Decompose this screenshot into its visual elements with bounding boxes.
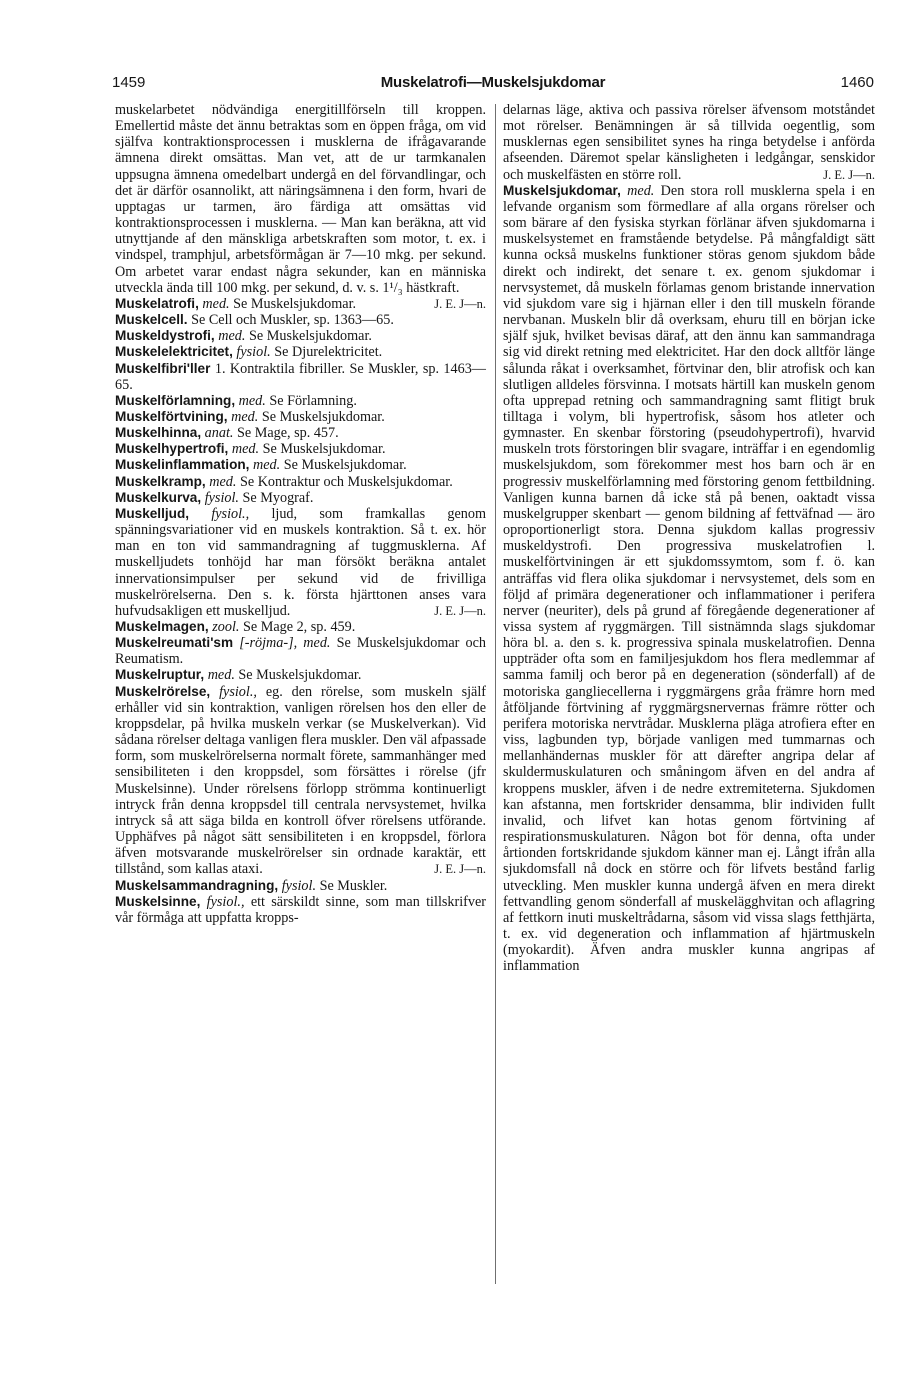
entry-muskelkurva [115,490,486,506]
entry-text: Se Muskelsjukdomar. [262,441,386,458]
entry-headword: Muskelförlamning, [115,392,236,408]
entry-muskelreumatism [115,635,486,667]
entry-headword: Muskelkurva, [115,489,202,505]
entry-label: zool. [212,619,240,635]
entry-label: med. [231,408,259,425]
entry-text: Se Förlamning. [269,392,357,409]
entry-text: Se Cell och Muskler, sp. 1363—65. [191,312,394,329]
entry-muskelhypertrofi [115,441,486,457]
entry-muskelljud [115,506,486,619]
entry-headword: Muskelelektricitet, [115,344,233,360]
entry-text: Se Muskelsjukdomar. [283,457,407,474]
entry-text: Se Myograf. [242,489,314,506]
entry-label: med. [209,473,237,490]
entry-text: ett särskildt sinne, som man tillskrifver vår förmåga att uppfatta kropps- [115,893,487,926]
continuation-paragraph: muskelarbetet nödvändiga energitillförseln till kroppen. Emellertid måste det ännu betraktas som en öppen fråga, om vid själfva kontraktionsprocessen i musklerna de ifrågavarande ämnena direkt omsättas. Man vet, att de ur tarmkanalen uppsugna ämnena omedelbart undergå en del förvandlingar, och det är därför osannolikt, att näringsämnena i den form, hvari de upptagas ur tarmen, äro färdiga att omsättas vid kontraktionsprocessen i musklerna. — Man kan beräkna, att vid utnyttjande af den mänskliga arbetskraften som motor, t. ex. i vindspel, tramphjul, arbetsförmågan är 7—10 mkg. per sekund. Om arbetet varar endast några sekunder, kan en människa utveckla ända till 100 mkg. per sekund, d. v. s. 1¹/₃ hästkraft. J. E. J—n. [115,102,486,311]
entry-label: [-röjma-], med. [239,635,331,652]
entry-headword: Muskelcell. [115,312,188,328]
entry-headword: Muskelinflammation, [115,457,250,473]
entry-muskelmagen [115,619,486,635]
signature: J. E. J—n. [823,167,875,182]
entry-text: Se Muskelsjukdomar och Reumatism. [115,635,487,668]
entry-label: fysiol., [211,505,250,522]
entry-text: Se Muskler. [319,877,388,894]
entry-muskelcell [115,312,486,328]
entry-muskelruptur [115,667,486,683]
signature: J. E. J—n. [434,862,486,877]
continuation-paragraph: delarnas läge, aktiva och passiva rörelser äfvensom motståndet mot rörelser. Benämningen är så tillvida oegentlig, som musklernas egen sensibilitet synes ha ringa betydelse i anförda afseenden. Däremot spelar känsligheten i ledgångar, senskidor och muskelfästen en större roll. J. E. J—n. [503,102,875,183]
entry-label: fysiol., [219,683,257,700]
entry-headword: Muskelruptur, [115,667,205,683]
entry-headword: Muskeldystrofi, [115,328,215,344]
entry-muskelsammandragning [115,878,486,894]
entry-label: med. [218,328,246,345]
entry-headword: Muskelrörelse, [115,683,211,699]
entry-text: Se Muskelsjukdomar. [233,295,357,312]
entry-label: fysiol. [204,489,239,506]
entry-text: Se Djurelektricitet. [274,344,383,361]
entry-label: med. [231,441,260,458]
entry-muskeldystrofi [115,328,486,344]
entry-headword: Muskelhypertrofi, [115,441,229,457]
entry-label: med. [238,392,266,409]
entry-text: Se Muskelsjukdomar. [249,328,372,345]
signature: J. E. J—n. [434,296,486,311]
entry-muskelrorelse [115,684,486,878]
entry-muskelforlamning [115,393,486,409]
entry-text: Se Mage, sp. 457. [236,425,339,442]
entry-label: med. [627,182,655,199]
entry-headword: Muskelreumati'sm [115,635,234,651]
column-divider [495,104,496,1284]
entry-headword: Muskelförtvining, [115,408,228,424]
entry-headword: Muskelsammandragning, [115,877,279,893]
entry-headword: Muskelljud, [115,505,190,521]
entry-label: med. [207,667,235,684]
entry-label: fysiol., [206,893,245,910]
entry-headword: Muskelsinne, [115,893,201,909]
entry-muskelelektricitet [115,344,486,360]
entry-headword: Muskelmagen, [115,619,209,634]
entry-muskelkramp [115,474,486,490]
entry-muskelfibriller [115,361,486,393]
entry-text: Se Muskelsjukdomar. [261,408,385,425]
entry-muskelsinne [115,894,486,926]
entry-text: ljud, som framkallas genom spänningsvariationer vid en muskels kontraktion. Så t. ex. hör man en ton vid sammandragning af tuggmusklerna. Af muskelljudets tonhöjd har man försökt beräkna antalet innervationsimpulser per sekund vid de frivilliga muskelrörelserna. Den s. k. första hjärttonen anses vara hufvudsakligen ett muskelljud. [115,505,487,619]
running-title: Muskelatrofi—Muskelsjukdomar [380,74,606,91]
entry-text: 1. Kontraktila fibriller. Se Muskler, sp. 1463—65. [115,360,486,393]
left-column [115,102,486,926]
page-number-left: 1459 [112,74,146,91]
entry-headword: Muskelatrofi, [115,295,199,311]
entry-label: anat. [204,425,234,442]
entry-muskelfortvining [115,409,486,425]
entry-muskelinflammation [115,457,486,473]
entry-muskelsjukdomar [503,183,875,975]
entry-text: eg. den rörelse, som muskeln själf erhåller vid sin kontraktion, vanligen rörelsen hos den eller de kroppsdelar, på hvilka muskeln verkar (se Muskelverkan). Vid sådana rörelser deltaga vanligen flera muskler. Den väl afpassade form, som muskelrörelserna normalt förete, sammanhänger med sensibiliteten i den kroppsdel, som försättes i rörelse (jfr Muskelsinne). Under rörelsens förlopp strömma kontinuerligt intryck från denna kroppsdel till centrala nervsystemet, hvilka intryck så att säga bilda en kontroll öfver rörelsens utförande. Upphäfves på något sätt sensibiliteten i en kroppsdel, förlora äfven motsvarande muskelrörelser sin ordnade karaktär, ett tillstånd, som kallas ataxi. [115,683,486,878]
entry-text: Se Muskelsjukdomar. [238,667,362,684]
entry-headword: Muskelhinna, [115,425,202,441]
entry-text: Se Mage 2, sp. 459. [242,619,356,635]
entry-headword: Muskelsjukdomar, [503,182,621,198]
entry-headword: Muskelkramp, [115,473,206,489]
entry-muskelatrofi [115,296,486,312]
page-header [112,74,874,96]
entry-label: fysiol. [281,877,317,894]
entry-muskelhinna [115,425,486,441]
entry-text: Se Kontraktur och Muskelsjukdomar. [239,473,453,490]
entry-headword: Muskelfibri'ller [115,360,211,376]
entry-label: med. [253,457,281,474]
right-column [503,102,875,974]
entry-text: Den stora roll musklerna spela i en lefvande organism som förmedlare af alla organs rörelser och som bärare af den fysiska styrkan förlänar äfven sjukdomarna i muskelsystemet en framstående betydelse. På mångfaldigt sätt kunna också muskelns funktioner störas genom sjukdom både direkt och indirekt, det senare t. ex. genom sjukdomar i nervsystemet, då muskeln förlamas genom bristande innervation vid sjukdom vare sig i hjärnan eller i den till muskeln förande nervbanan. Muskeln blir då overksam, ehuru till en början icke själf sjuk, hvilket bevisas däraf, att den ännu kan sammandraga sig vid direkt retning med elektricitet. Har den dock alltför länge sålunda råkat i overksamhet, förtvinar den, blir atrofisk och kan slutligen alldeles försvinna. I motsats härtill kan muskeln genom ofta upprepad retning och sammandragning samt flitigt bruk tilltaga i volym, bli hypertrofisk, såsom hos atleter och gymnaster. En skenbar förstoring (pseudohypertrofi), hvarvid muskeln trots förstoringen blir svagare, inträffar i en egendomlig muskelsjukdom, som förekommer mest hos barn och är en progressiv muskelförlamning med förstoring genom fettbildning. Vanligen kunna barnen då icke stå på benen, oaktadt vissa muskelgrupper skenbart — genom bildning af fettväfnad — äro oproportionerligt stora. Denna sjukdom kallas progressiv muskeldystrofi. Den progressiva muskelatrofien l. muskelförtviningen är ett sjukdomssymtom, som f. ö. kan anträffas vid flera olika sjukdomar i nervsystemet, dels som en följd af primära degenerationer och inflammationer i perifera nerver (neuriter), dels på grund af föregående degenerationer af vissa system af ryggmärgen. Till sistnämnda slags sjukdomar höra bl. a. den s. k. progressiva spinala muskelatrofien. Denna uppträder ofta som en familjesjukdom hos flera medlemmar af samma familj och beror på en degeneration (sönderfall) af de motoriska gangliecellerna i ryggmärgens gråa främre horn med åtföljande förtvining af ryggmärgsnervernas främre rötter och perifera motoriska nervtrådar. Musklerna pläga atrofiera efter en viss, lagbunden typ, började vanligen med tummarnas och mellanhändernas muskler för att därefter angripa delar af skuldermuskulaturen och småningom äfven en del andra af kroppens muskler, äfven i de nedre extremiteterna. Sjukdomen kan afstanna, men fortskrider densamma, blir individen fullt invalid, och lifvet kan hotas genom förtvining af respirationsmuskulaturen. Någon bot för denna, ofta under årtionden fortskridande sjukdom känner man ej. Långt ifrån alla sjukdomsfall nå dock en större och för lifvets bestånd farlig utveckling. Men muskler kunna undergå äfven en mera direkt fettvandling genom sönderfall af muskelägghvitan och aflagring af fettkorn inuti muskeltrådarna, såsom vid vissa slags fetthjärta, t. ex. vid degeneration och inflammation af hjärtmuskeln (myokardit). Äfven andra muskler kunna angripas af inflammation [503,182,876,975]
entry-label: fysiol. [236,344,271,361]
page-number-right: 1460 [840,74,874,91]
signature: J. E. J—n. [434,603,486,618]
entry-label: med. [202,295,230,312]
